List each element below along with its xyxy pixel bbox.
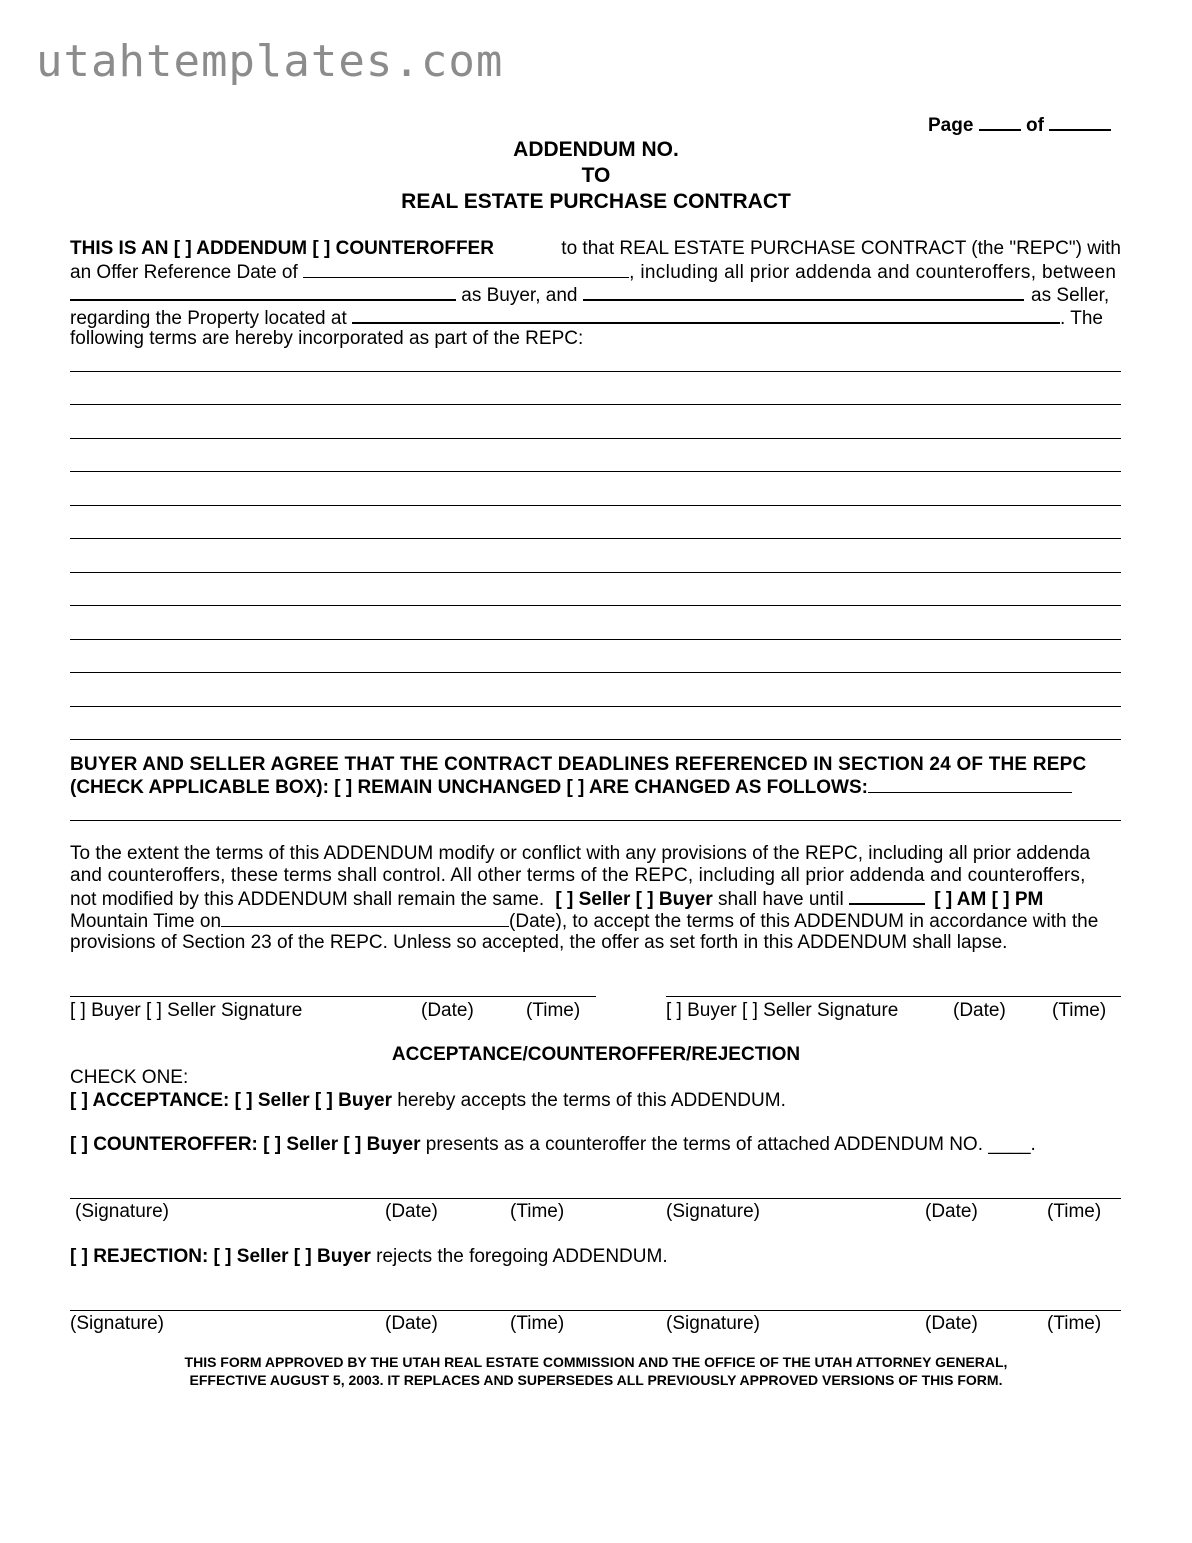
terms-line-3-a: not modified by this ADDENDUM shall remain the same. (70, 889, 545, 910)
title-line-1: ADDENDUM NO. (513, 138, 679, 161)
rejection-text: rejects the foregoing ADDENDUM. (376, 1246, 668, 1267)
deadlines-line-1: BUYER AND SELLER AGREE THAT THE CONTRACT DEADLINES REFERENCED IN SECTION 24 OF THE REPC (70, 754, 1087, 775)
time-label: (Time) (1047, 1201, 1102, 1222)
signature-label-right: [ ] Buyer [ ] Seller Signature (666, 1000, 899, 1021)
date-label: (Date) (925, 1313, 978, 1334)
signature-label: (Signature) (666, 1313, 760, 1334)
counteroffer-text: presents as a counteroffer the terms of attached ADDENDUM NO. ____. (425, 1134, 1036, 1155)
shall-have-until-label: shall have until (718, 889, 844, 910)
offer-date-label: an Offer Reference Date of (70, 262, 298, 283)
terms-line[interactable] (70, 639, 1121, 640)
signature-date-right: (Date) (953, 1000, 1006, 1021)
date-label: (Date) (925, 1201, 978, 1222)
terms-line-5: provisions of Section 23 of the REPC. Unless so accepted, the offer as set forth in this ADDENDUM shall lapse. (70, 932, 1008, 953)
terms-line-1: To the extent the terms of this ADDENDUM modify or conflict with any provisions of the REPC, including all prior addenda (70, 843, 1091, 864)
terms-line[interactable] (70, 505, 1121, 506)
terms-line[interactable] (70, 672, 1121, 673)
rejection-checkboxes[interactable]: [ ] REJECTION: [ ] Seller [ ] Buyer (70, 1246, 371, 1267)
intro-line-3 (70, 283, 1121, 307)
offer-reference-date-field[interactable] (303, 261, 629, 278)
terms-line[interactable] (70, 438, 1121, 439)
signature-time-right: (Time) (1052, 1000, 1107, 1021)
terms-line[interactable] (70, 471, 1121, 472)
terms-line-3 (70, 887, 1121, 911)
page-number (928, 113, 1111, 137)
signature-label: (Signature) (70, 1313, 164, 1334)
time-label: (Time) (1047, 1313, 1102, 1334)
terms-line[interactable] (70, 404, 1121, 405)
terms-line[interactable] (70, 371, 1121, 372)
counteroffer-option (70, 1134, 1121, 1156)
acceptance-checkboxes[interactable]: [ ] ACCEPTANCE: [ ] Seller [ ] Buyer (70, 1090, 392, 1111)
deadline-time-field[interactable] (849, 887, 925, 905)
date-label: (Date) (385, 1313, 438, 1334)
page-label: Page (928, 115, 974, 136)
footer-line-2: EFFECTIVE AUGUST 5, 2003. IT REPLACES AND SUPERSEDES ALL PREVIOUSLY APPROVED VERSIONS OF THIS FORM. (189, 1372, 1003, 1388)
page-number-field[interactable] (979, 113, 1021, 131)
acceptance-option (70, 1090, 1121, 1112)
signature-label: (Signature) (666, 1201, 760, 1222)
signature-time-left: (Time) (526, 1000, 581, 1021)
deadline-changes-line[interactable] (70, 820, 1121, 821)
signature-line-left[interactable] (70, 996, 596, 997)
time-label: (Time) (510, 1201, 565, 1222)
counteroffer-checkboxes[interactable]: [ ] COUNTEROFFER: [ ] Seller [ ] Buyer (70, 1134, 421, 1155)
seller-name-field[interactable] (583, 283, 1024, 301)
title-line-2: TO (581, 164, 611, 187)
deadline-date-field[interactable] (221, 910, 509, 927)
deadlines-line-2 (70, 776, 1121, 799)
watermark: utahtemplates.com (36, 36, 504, 87)
page-total-field[interactable] (1049, 113, 1111, 131)
check-one-label: CHECK ONE: (70, 1067, 189, 1088)
rejection-signature-line[interactable] (70, 1310, 1121, 1311)
deadline-changes-field[interactable] (868, 776, 1072, 793)
property-label: regarding the Property located at (70, 308, 347, 329)
intro-line-1-text: to that REAL ESTATE PURCHASE CONTRACT (the "REPC") with (561, 238, 1121, 259)
signature-date-left: (Date) (421, 1000, 474, 1021)
acceptance-text: hereby accepts the terms of this ADDENDUM. (397, 1090, 786, 1111)
intro-line-1 (70, 238, 1121, 260)
intro-line-4 (70, 306, 1121, 330)
intro-line-4-end: . The (1060, 308, 1103, 329)
terms-line-4 (70, 910, 1121, 933)
property-address-field[interactable] (352, 306, 1060, 324)
acceptance-heading: ACCEPTANCE/COUNTEROFFER/REJECTION (391, 1044, 801, 1065)
intro-line-2-text: , including all prior addenda and counteroffers, between (629, 262, 1117, 283)
time-label: (Time) (510, 1313, 565, 1334)
footer-line-1: THIS FORM APPROVED BY THE UTAH REAL ESTATE COMMISSION AND THE OFFICE OF THE UTAH ATTORNEY GENERAL, (184, 1354, 1008, 1370)
mountain-time-label: Mountain Time on (70, 911, 222, 932)
signature-label: (Signature) (75, 1201, 169, 1222)
intro-line-2 (70, 261, 1121, 284)
counteroffer-signature-line[interactable] (70, 1198, 1121, 1199)
as-seller-label: as Seller, (1031, 285, 1110, 306)
am-pm-checkboxes[interactable]: [ ] AM [ ] PM (934, 889, 1044, 910)
terms-line[interactable] (70, 706, 1121, 707)
signature-line-right[interactable] (666, 996, 1121, 997)
buyer-name-field[interactable] (70, 283, 456, 301)
as-buyer-label: as Buyer, and (461, 285, 578, 306)
page-title: REAL ESTATE PURCHASE CONTRACT (401, 190, 791, 213)
intro-line-5: following terms are hereby incorporated as part of the REPC: (70, 328, 584, 349)
seller-buyer-checkboxes[interactable]: [ ] Seller [ ] Buyer (555, 889, 713, 910)
addendum-counteroffer-checkboxes[interactable]: THIS IS AN [ ] ADDENDUM [ ] COUNTEROFFER (70, 238, 494, 259)
terms-line-4-b: (Date), to accept the terms of this ADDENDUM in accordance with the (509, 911, 1099, 932)
terms-line[interactable] (70, 572, 1121, 573)
terms-line[interactable] (70, 605, 1121, 606)
page-of-label: of (1025, 115, 1044, 136)
terms-line-2: and counteroffers, these terms shall control. All other terms of the REPC, including all prior addenda and counteroffers, (70, 865, 1086, 886)
signature-label-left: [ ] Buyer [ ] Seller Signature (70, 1000, 303, 1021)
terms-line[interactable] (70, 538, 1121, 539)
deadlines-checkboxes[interactable]: (CHECK APPLICABLE BOX): [ ] REMAIN UNCHANGED [ ] ARE CHANGED AS FOLLOWS: (70, 777, 868, 798)
rejection-option (70, 1246, 1121, 1268)
terms-line[interactable] (70, 739, 1121, 740)
date-label: (Date) (385, 1201, 438, 1222)
